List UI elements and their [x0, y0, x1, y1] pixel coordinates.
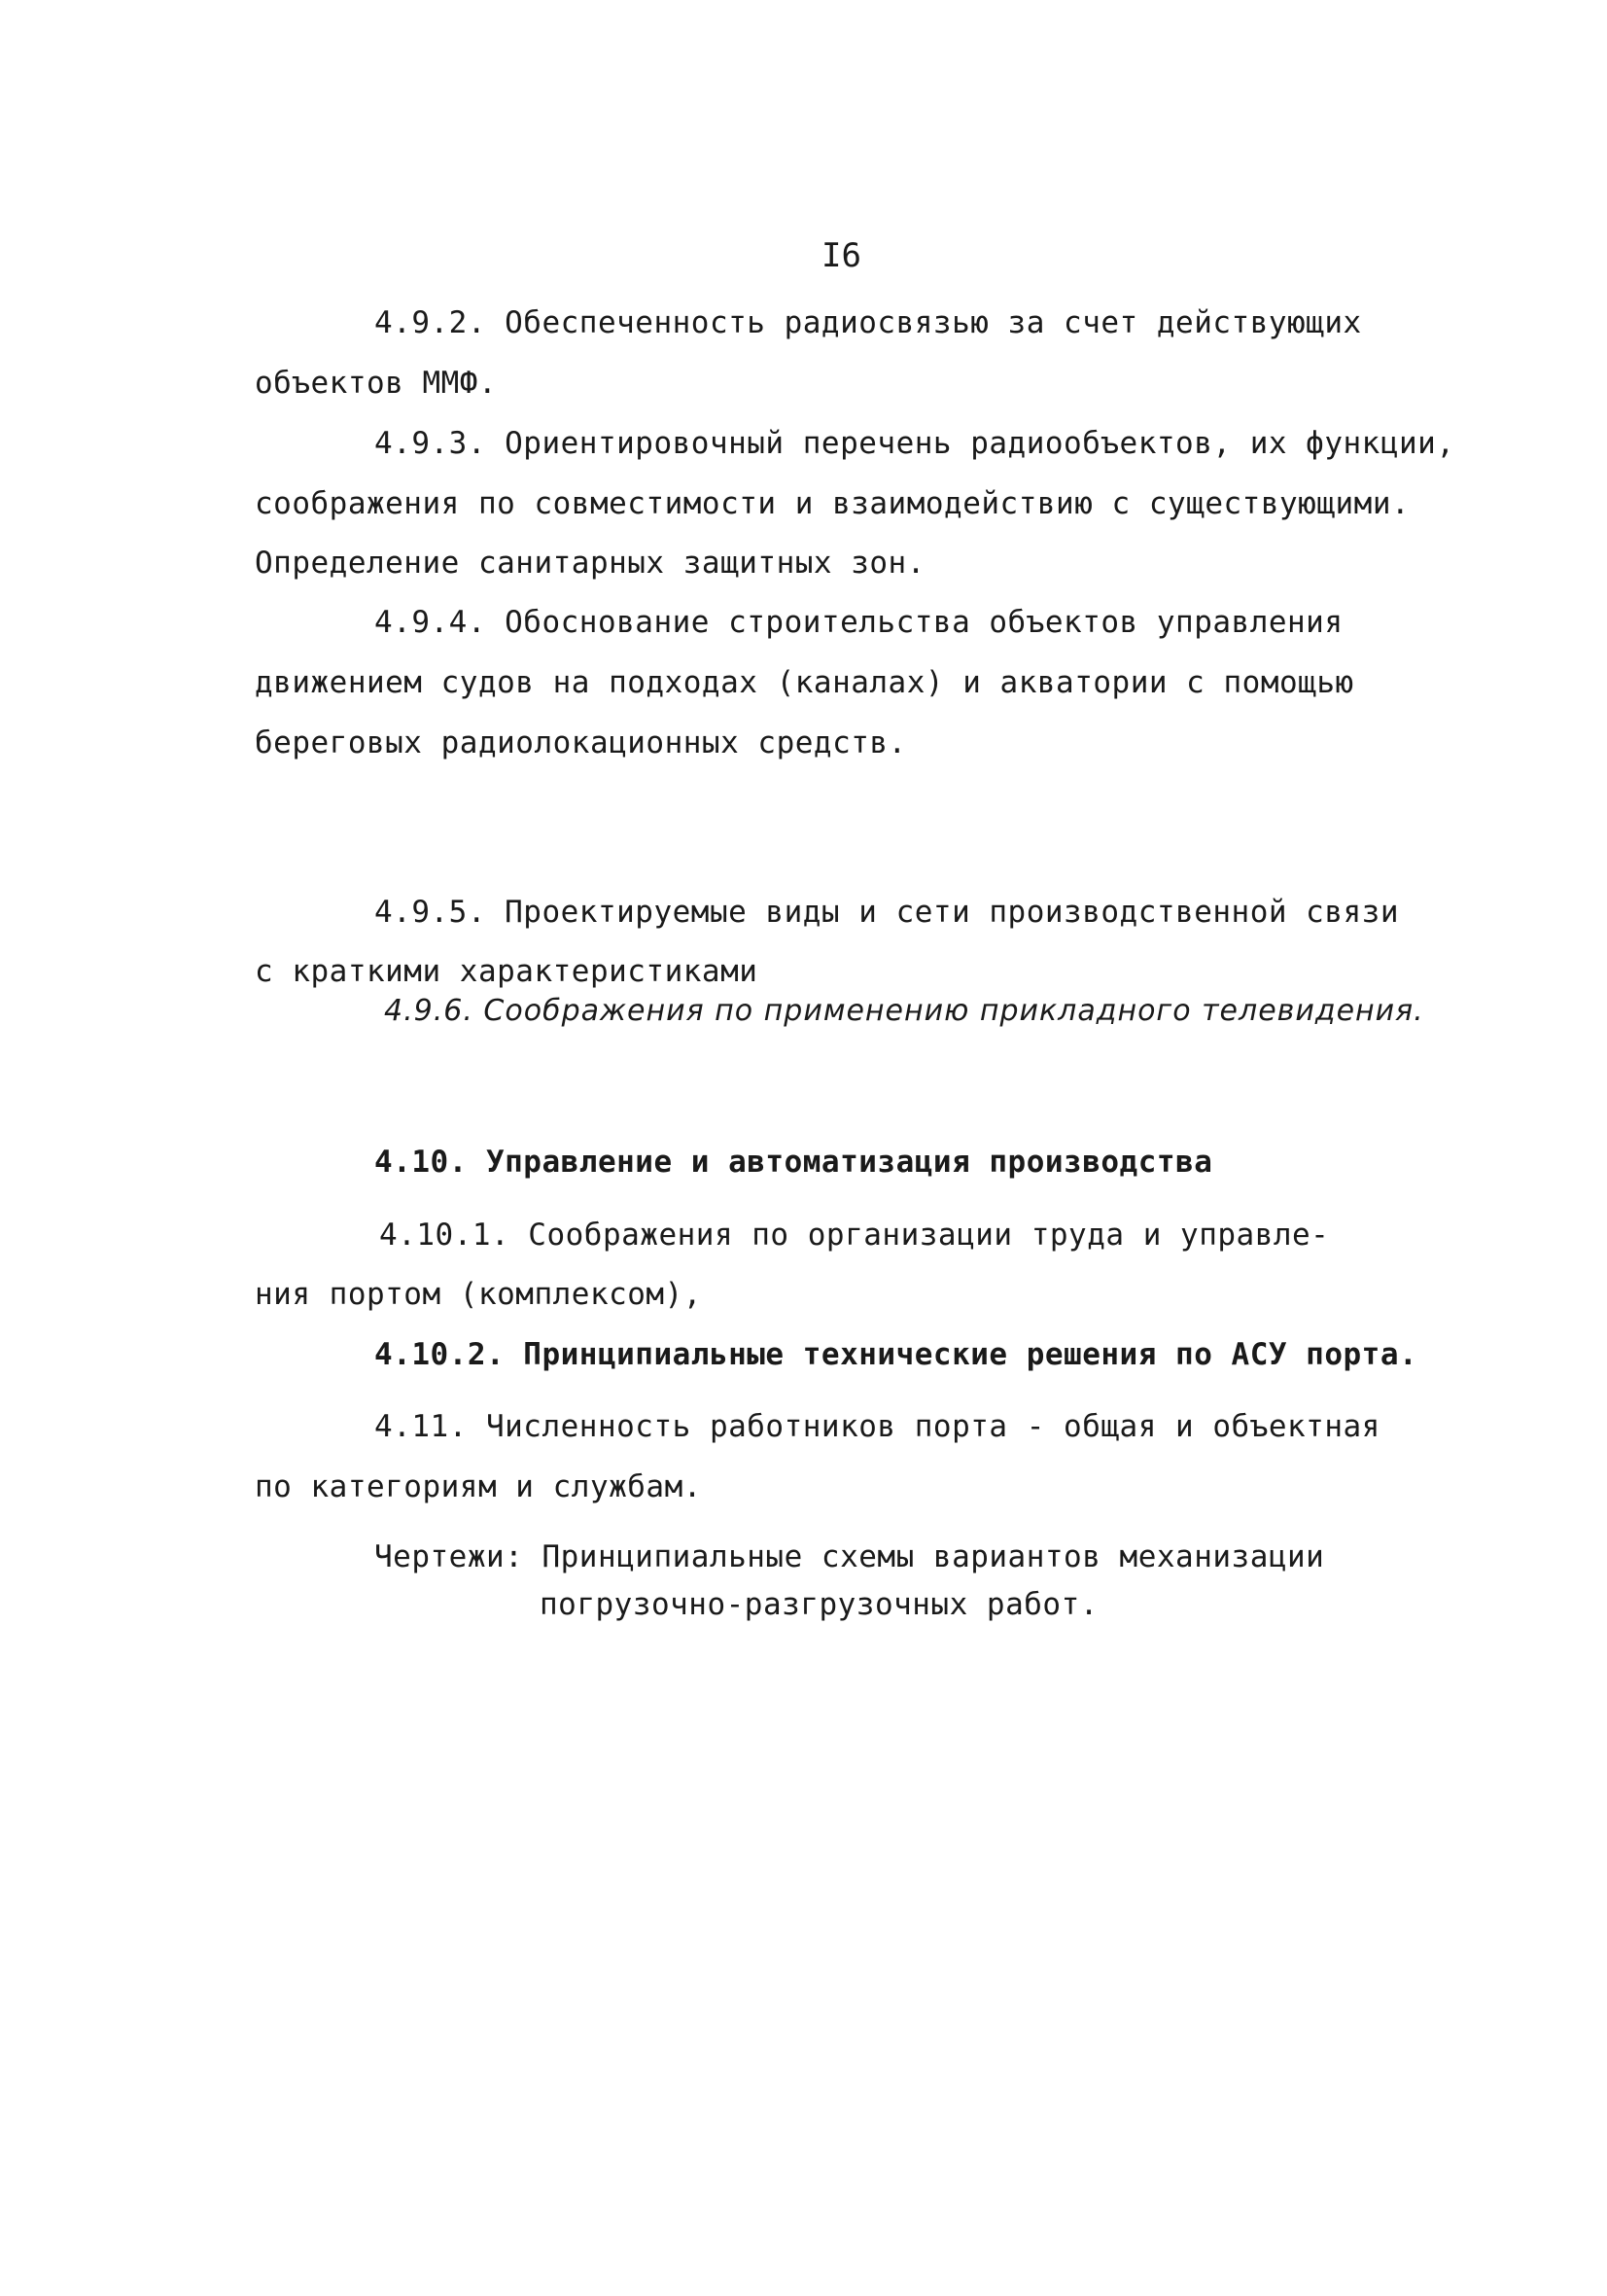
paragraph-4-9-4-line-3: береговых радиолокационных средств. — [255, 725, 907, 760]
paragraph-4-9-3-line-2: соображения по совместимости и взаимодействию с существующими. — [255, 486, 1411, 521]
paragraph-4-9-3-line-1: 4.9.3. Ориентировочный перечень радиообъектов, их функции, — [374, 426, 1455, 461]
paragraph-4-9-2-line-1: 4.9.2. Обеспеченность радиосвязью за счет действующих — [374, 305, 1362, 340]
paragraph-4-11-line-1: 4.11. Численность работников порта - общая и объектная — [374, 1409, 1380, 1444]
paragraph-4-10-1-line-1: 4.10.1. Соображения по организации труда и управле- — [379, 1218, 1330, 1253]
paragraph-4-9-5-line-2: с краткими характеристиками — [255, 954, 758, 989]
paragraph-4-10-1-line-2: ния портом (комплексом), — [255, 1277, 702, 1312]
paragraph-4-9-2-line-2: объектов ММФ. — [255, 366, 498, 401]
paragraph-4-9-3-line-3: Определение санитарных защитных зон. — [255, 546, 926, 581]
paragraph-4-11-line-2: по категориям и службам. — [255, 1469, 702, 1504]
paragraph-4-10-2: 4.10.2. Принципиальные технические решения по АСУ порта. — [374, 1337, 1418, 1372]
paragraph-4-9-6: 4.9.6. Соображения по применению прикладного телевидения. — [384, 994, 1424, 1028]
section-4-10-heading: 4.10. Управление и автоматизация производства — [374, 1145, 1213, 1180]
paragraph-4-9-4-line-2: движением судов на подходах (каналах) и акватории с помощью — [255, 665, 1354, 700]
page-number: I6 — [821, 236, 861, 275]
drawings-line-1: Чертежи: Принципиальные схемы вариантов механизации — [374, 1539, 1325, 1574]
paragraph-4-9-4-line-1: 4.9.4. Обоснование строительства объектов управления — [374, 605, 1344, 640]
paragraph-4-9-5-line-1: 4.9.5. Проектируемые виды и сети производственной связи — [374, 895, 1399, 930]
drawings-line-2: погрузочно-разгрузочных работ. — [540, 1587, 1099, 1622]
